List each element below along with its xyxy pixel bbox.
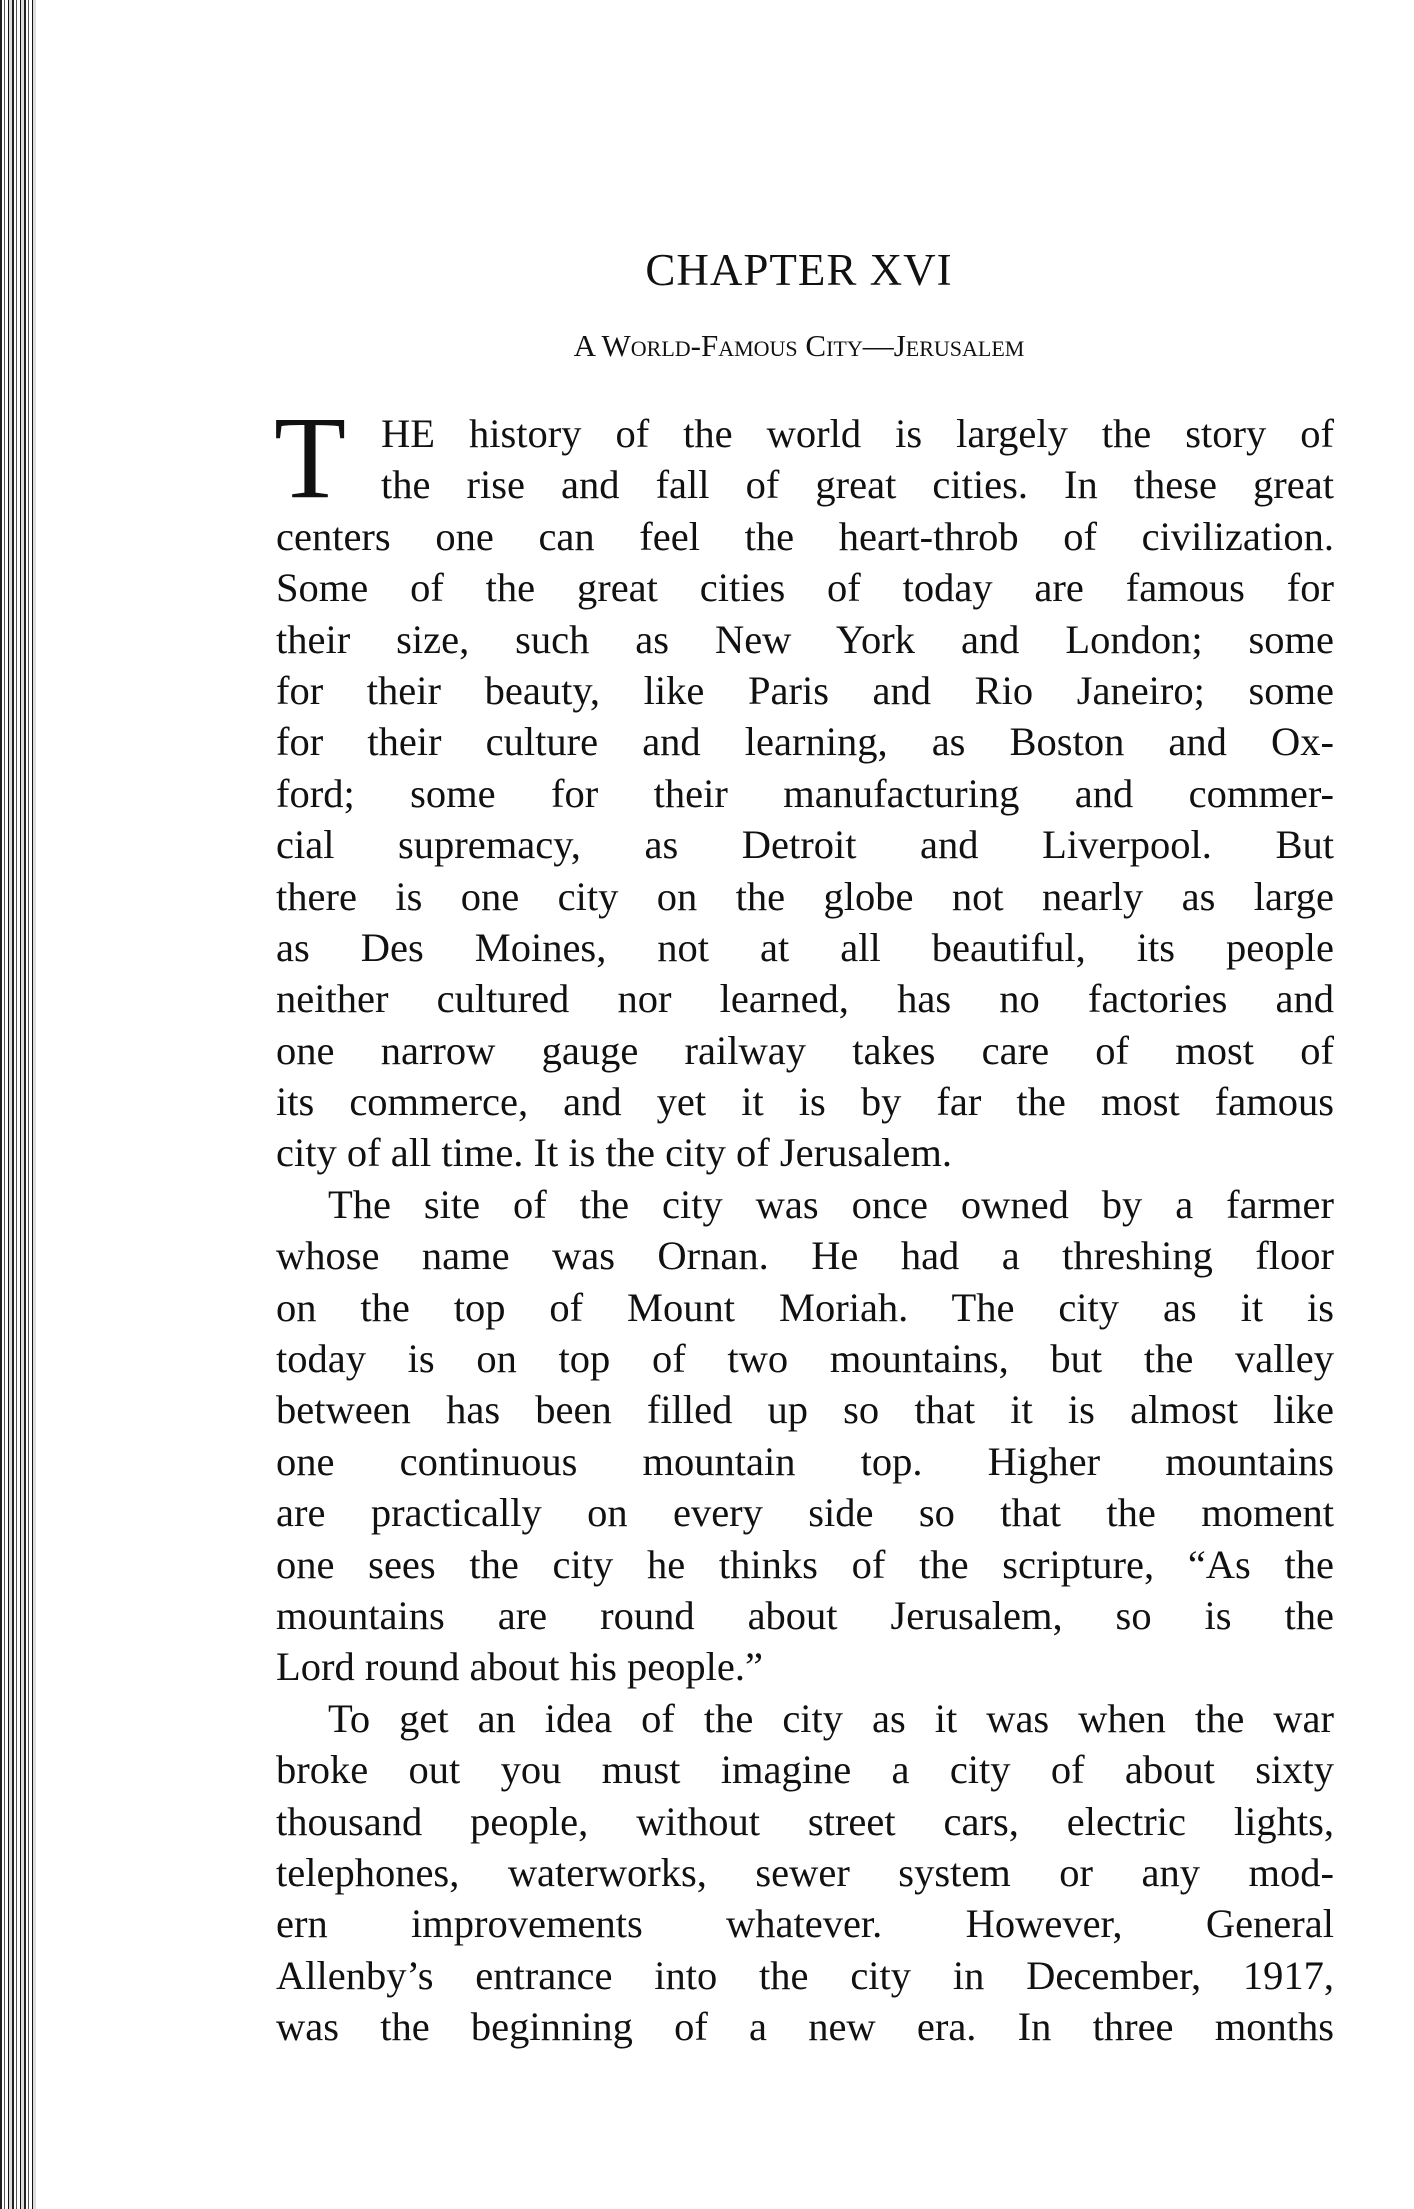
text-line: their size, such as New York and London; some <box>276 616 1334 662</box>
text-line: The site of the city was once owned by a farmer <box>328 1181 1334 1227</box>
text-line: thousand people, without street cars, electric lights, <box>276 1798 1334 1844</box>
chapter-subtitle: A World-Famous City—Jerusalem <box>573 328 1025 363</box>
text-line: one narrow gauge railway takes care of most of <box>276 1027 1334 1073</box>
text-line: are practically on every side so that the moment <box>276 1490 1334 1536</box>
text-line: the rise and fall of great cities. In these great <box>381 462 1334 508</box>
text-line: telephones, waterworks, sewer system or any mod- <box>276 1849 1334 1895</box>
text-line: ford; some for their manufacturing and commer- <box>276 770 1334 816</box>
text-line: mountains are round about Jerusalem, so is the <box>276 1592 1334 1638</box>
text-line: Allenby’s entrance into the city in December, 1917, <box>276 1952 1334 1998</box>
text-line: on the top of Mount Moriah. The city as it is <box>276 1284 1334 1330</box>
text-line: there is one city on the globe not nearly as large <box>276 873 1334 919</box>
text-line: one continuous mountain top. Higher mountains <box>276 1438 1334 1484</box>
text-line: To get an idea of the city as it was when the war <box>328 1695 1334 1741</box>
text-line: centers one can feel the heart-throb of civilization. <box>276 513 1334 559</box>
body-text <box>274 392 1334 2053</box>
text-line: for their beauty, like Paris and Rio Janeiro; some <box>276 667 1334 713</box>
text-line: Some of the great cities of today are famous for <box>276 565 1334 611</box>
text-line: HE history of the world is largely the story of <box>381 411 1334 456</box>
text-line: for their culture and learning, as Boston and Ox- <box>276 719 1334 765</box>
text-line: Lord round about his people.” <box>276 1644 764 1690</box>
text-line: city of all time. It is the city of Jerusalem. <box>276 1130 952 1176</box>
text-line: its commerce, and yet it is by far the most famous <box>276 1079 1334 1125</box>
text-line: was the beginning of a new era. In three months <box>276 2004 1334 2050</box>
chapter-heading: CHAPTER XVI <box>645 245 953 295</box>
book-binding-edge <box>0 0 36 2209</box>
text-line: as Des Moines, not at all beautiful, its people <box>276 924 1334 970</box>
text-line: today is on top of two mountains, but the valley <box>276 1336 1334 1382</box>
text-line: broke out you must imagine a city of about sixty <box>276 1747 1334 1793</box>
text-line: cial supremacy, as Detroit and Liverpool. But <box>276 822 1334 868</box>
text-line: ern improvements whatever. However, General <box>276 1901 1334 1947</box>
drop-cap: T <box>274 392 347 523</box>
text-line: neither cultured nor learned, has no factories and <box>276 976 1334 1022</box>
text-line: whose name was Ornan. He had a threshing floor <box>276 1233 1334 1279</box>
text-line: between has been filled up so that it is almost like <box>276 1387 1334 1433</box>
text-line: one sees the city he thinks of the scripture, “As the <box>276 1541 1334 1587</box>
